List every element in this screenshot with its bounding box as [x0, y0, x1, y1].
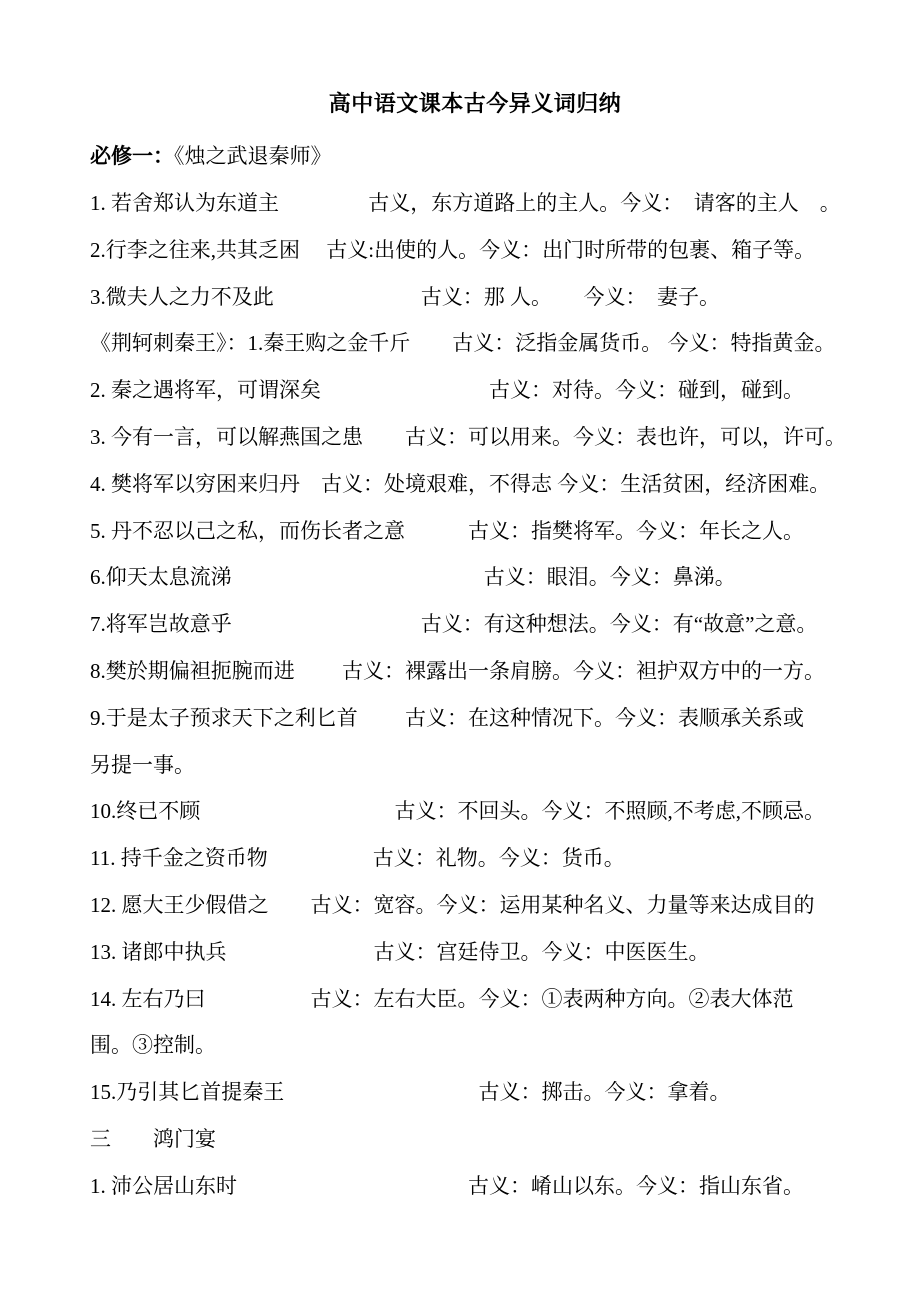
doc-line-20: 15.乃引其匕首提秦王 古义：掷击。今义：拿着。: [90, 1080, 731, 1105]
doc-line-18: 14. 左右乃曰 古义：左右大臣。今义：①表两种方向。②表大体范: [90, 986, 794, 1011]
doc-line-14: 10.终已不顾 古义：不回头。今义：不照顾,不考虑,不顾忌。: [90, 799, 825, 824]
doc-line-19: 围。③控制。: [90, 1033, 216, 1058]
doc-line-15: 11. 持千金之资币物 古义：礼物。今义：货币。: [90, 846, 625, 871]
section-heading-label: 必修一：: [90, 144, 174, 168]
doc-line-17: 13. 诸郎中执兵 古义：宫廷侍卫。今义：中医医生。: [90, 939, 710, 964]
doc-line-13: 另提一事。: [90, 752, 195, 777]
doc-line-2: 2.行李之往来,共其乏困 古义:出使的人。今义：出门时所带的包裹、箱子等。: [90, 237, 816, 262]
doc-line-3: 3.微夫人之力不及此 古义：那 人。 今义： 妻子。: [90, 284, 720, 309]
doc-line-11: 8.樊於期偏袒扼腕而进 古义：裸露出一条肩膀。今义：袒护双方中的一方。: [90, 658, 825, 683]
doc-line-8: 5. 丹不忍以己之私，而伤长者之意 古义：指樊将军。今义：年长之人。: [90, 518, 804, 543]
section-heading: [90, 133, 860, 180]
document-body: [90, 180, 860, 1210]
doc-line-7: 4. 樊将军以穷困来归丹 古义：处境艰难，不得志 今义：生活贫困，经济困难。: [90, 471, 831, 496]
doc-line-22: 1. 沛公居山东时 古义：崤山以东。今义：指山东省。: [90, 1173, 804, 1198]
doc-line-5: 2. 秦之遇将军，可谓深矣 古义：对待。今义：碰到，碰到。: [90, 378, 804, 403]
doc-line-12: 9.于是太子预求天下之利匕首 古义：在这种情况下。今义：表顺承关系或: [90, 705, 804, 730]
doc-line-1: 1. 若舍郑认为东道主 古义，东方道路上的主人。今义： 请客的主人 。: [90, 191, 841, 215]
doc-line-16: 12. 愿大王少假借之 古义：宽容。今义：运用某种名义、力量等来达成目的: [90, 892, 815, 917]
doc-line-10: 7.将军岂故意乎 古义：有这种想法。今义：有“故意”之意。: [90, 612, 818, 637]
document-title: 高中语文课本古今异义词归纳: [328, 91, 622, 116]
doc-line-4: 《荆轲刺秦王》：1.秦王购之金千斤 古义：泛指金属货币。 今义：特指黄金。: [90, 331, 836, 356]
doc-line-9: 6.仰天太息流涕 古义：眼泪。今义：鼻涕。: [90, 565, 736, 590]
section-heading-book-title: 《烛之武退秦师》: [174, 144, 332, 168]
doc-line-21: 三 鸿门宴: [90, 1126, 216, 1151]
doc-line-6: 3. 今有一言，可以解燕国之患 古义：可以用来。今义：表也许，可以，许可。: [90, 424, 846, 449]
